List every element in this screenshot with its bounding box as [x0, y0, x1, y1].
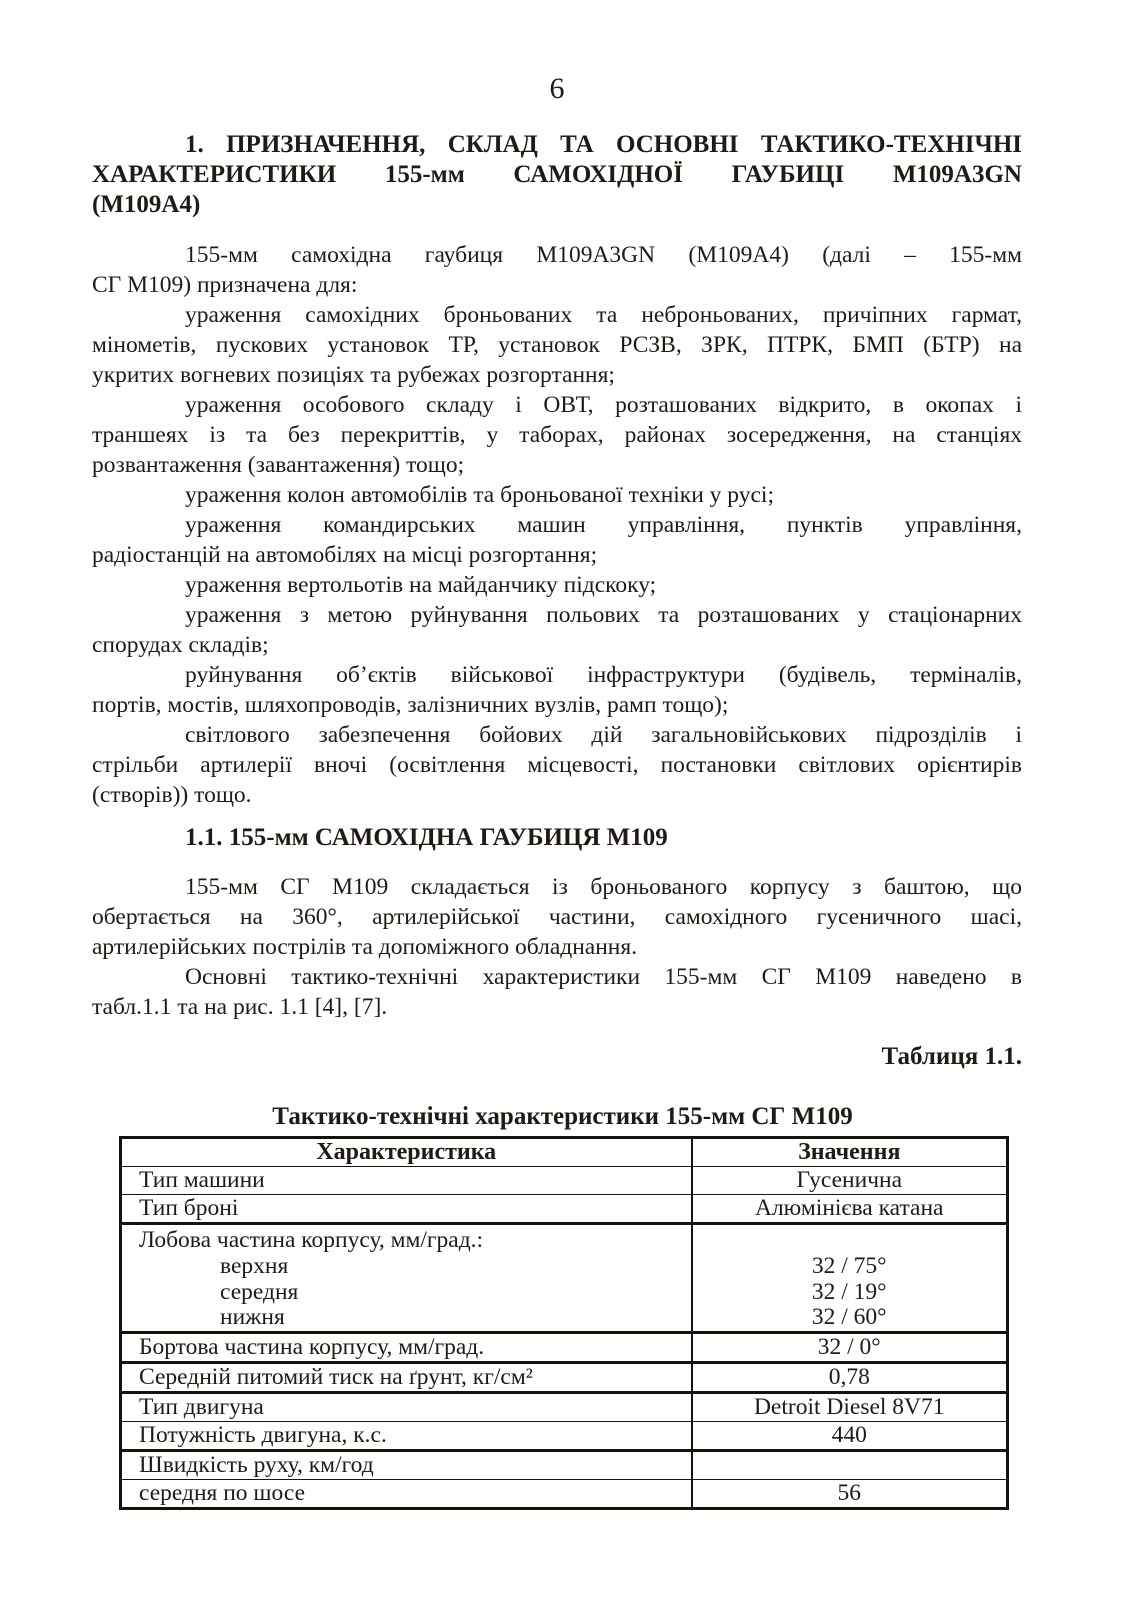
paragraph-line: 155-мм самохідна гаубиця М109А3GN (М109А4) (далі – 155-мм: [185, 242, 1022, 268]
row-group-values: [692, 1224, 1008, 1333]
ttx-table-container: [119, 1136, 1009, 1510]
row-group-labels: [121, 1224, 692, 1333]
row-label: Бортова частина корпусу, мм/град.: [121, 1333, 692, 1363]
paragraph-line: ураження особового складу і ОВТ, розташованих відкрито, в окопах і: [185, 392, 1022, 418]
row-value: Detroit Diesel 8V71: [692, 1393, 1008, 1422]
table-header-characteristic: Характеристика: [121, 1138, 692, 1167]
paragraph-line: руйнування об’єктів військової інфраструктури (будівель, терміналів,: [185, 662, 1022, 688]
paragraph-line: табл.1.1 та на рис. 1.1 [4], [7].: [92, 994, 388, 1020]
table-row: [121, 1195, 1008, 1224]
paragraph-line: ураження вертольотів на майданчику підскоку;: [185, 572, 657, 598]
row-value: 0,78: [692, 1363, 1008, 1393]
paragraph-line: світлового забезпечення бойових дій загальновійськових підрозділів і: [185, 722, 1022, 748]
group-item-label: верхня: [220, 1253, 289, 1279]
table-row: [121, 1333, 1008, 1363]
table-row: [121, 1393, 1008, 1422]
paragraph-line: спорудах складів;: [92, 632, 269, 658]
paragraph-line: радіостанцій на автомобілях на місці розгортання;: [92, 542, 598, 568]
table-row: [121, 1422, 1008, 1451]
row-label: середня по шосе: [139, 1480, 306, 1507]
paragraph-line: мінометів, пускових установок ТР, установок РСЗВ, ЗРК, ПТРК, БМП (БТР) на: [92, 332, 1022, 358]
row-label: Середній питомий тиск на ґрунт, кг/см²: [121, 1363, 692, 1393]
paragraph-line: укритих вогневих позиціях та рубежах розгортання;: [92, 362, 615, 388]
paragraph-line: (створів)) тощо.: [92, 782, 252, 808]
row-value: 56: [692, 1480, 1008, 1509]
row-label: Швидкість руху, км/год: [121, 1451, 692, 1480]
group-item-value: 32 / 19°: [811, 1279, 887, 1305]
row-label: Потужність двигуна, к.с.: [121, 1422, 692, 1451]
row-label: Тип двигуна: [121, 1393, 692, 1422]
group-value-spacer: [693, 1228, 1007, 1254]
table-row: [121, 1167, 1008, 1195]
paragraph-line: портів, мостів, шляхопроводів, залізничних вузлів, рамп тощо);: [92, 692, 729, 718]
paragraph-line: ураження колон автомобілів та броньованої техніки у русі;: [185, 482, 774, 508]
row-value: 32 / 0°: [692, 1333, 1008, 1363]
table-row-group: [121, 1224, 1008, 1333]
paragraph-line: розвантаження (завантаження) тощо;: [92, 452, 465, 478]
group-item-value: 32 / 60°: [811, 1305, 887, 1331]
paragraph-line: СГ М109) призначена для:: [92, 272, 358, 298]
paragraph-line: траншеях із та без перекриттів, у таборах, районах зосередження, на станціях: [92, 422, 1022, 448]
table-row: [121, 1363, 1008, 1393]
table-row: [121, 1451, 1008, 1480]
intro-text: [92, 240, 1022, 810]
section-heading: 1.1. 155-мм САМОХІДНА ГАУБИЦЯ М109: [185, 824, 668, 851]
paragraph-line: ураження з метою руйнування польових та розташованих у стаціонарних: [185, 602, 1022, 628]
table-header-value: Значення: [692, 1138, 1008, 1167]
paragraph-line: ураження командирських машин управління, пунктів управління,: [185, 512, 1022, 538]
row-value: 440: [692, 1422, 1008, 1451]
paragraph-line: артилерійських пострілів та допоміжного обладнання.: [92, 934, 638, 960]
group-item-value: 32 / 75°: [811, 1253, 887, 1279]
ttx-table: [119, 1136, 1009, 1510]
chapter-heading-line: 1. ПРИЗНАЧЕННЯ, СКЛАД ТА ОСНОВНІ ТАКТИКО-ТЕХНІЧНІ: [185, 131, 1022, 158]
table-title: Тактико-технічні характеристики 155-мм СГ М109: [272, 1103, 853, 1130]
row-value: Гусенична: [692, 1167, 1008, 1195]
table-header-row: [121, 1138, 1008, 1167]
paragraph-line: Основні тактико-технічні характеристики 155-мм СГ М109 наведено в: [185, 964, 1022, 990]
paragraph-line: 155-мм СГ М109 складається із броньованого корпусу з баштою, що: [185, 874, 1022, 900]
chapter-heading-line: ХАРАКТЕРИСТИКИ 155-мм САМОХІДНОЇ ГАУБИЦІ М109А3GN: [92, 161, 1022, 188]
group-item-label: середня: [220, 1279, 299, 1305]
table-row: [121, 1480, 1008, 1509]
row-label: Тип машини: [121, 1167, 692, 1195]
table-reference-label: Таблиця 1.1.: [881, 1043, 1022, 1070]
row-label: Тип броні: [121, 1195, 692, 1224]
paragraph-line: обертається на 360°, артилерійської частини, самохідного гусеничного шасі,: [92, 904, 1022, 930]
row-value: Алюмінієва катана: [692, 1195, 1008, 1224]
group-label: Лобова частина корпусу, мм/град.:: [139, 1228, 484, 1253]
paragraph-line: стрільби артилерії вночі (освітлення місцевості, постановки світлових орієнтирів: [92, 752, 1022, 778]
chapter-heading-line: (М109А4): [92, 191, 201, 218]
chapter-heading: [92, 130, 1022, 220]
paragraph-line: ураження самохідних броньованих та неброньованих, причіпних гармат,: [185, 302, 1022, 328]
page-number: 6: [549, 72, 565, 105]
section-text: [92, 872, 1022, 1022]
group-item-label: нижня: [220, 1305, 285, 1331]
row-value: [692, 1451, 1008, 1480]
